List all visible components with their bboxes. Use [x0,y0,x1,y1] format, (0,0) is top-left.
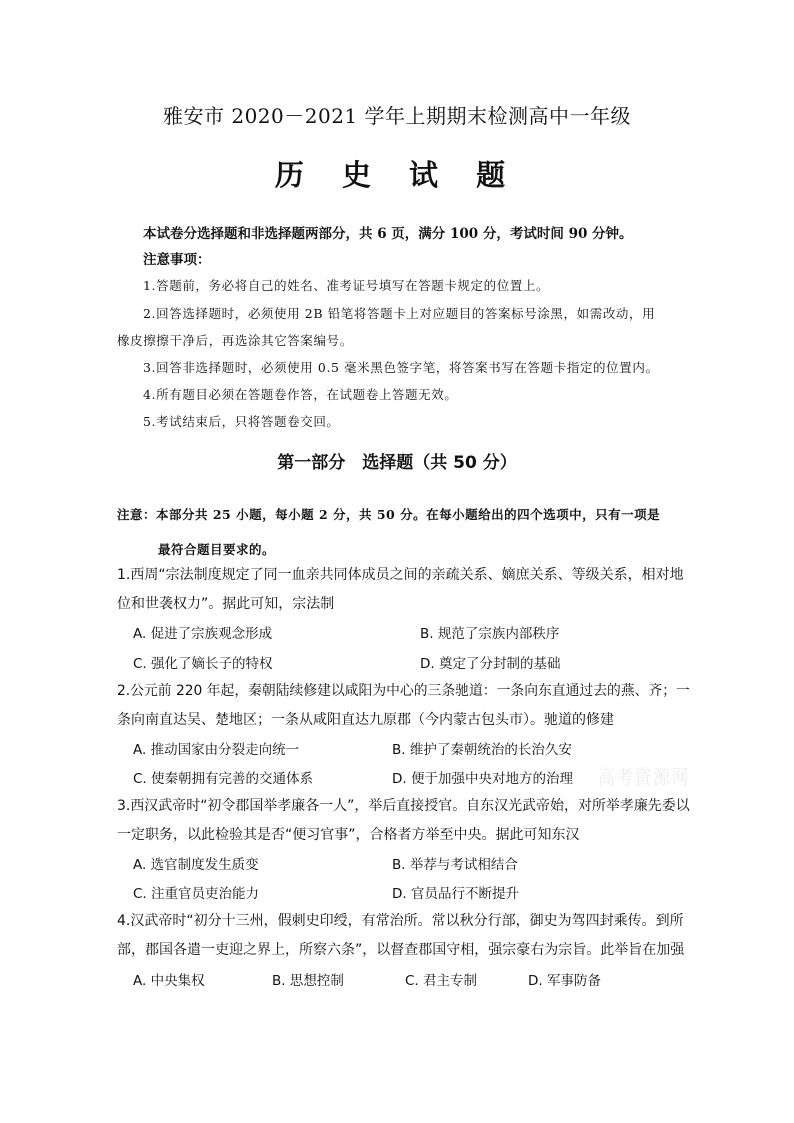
question-4-option-d[interactable]: D. 军事防备 [528,973,601,989]
question-2-option-c[interactable]: C. 使秦朝拥有完善的交通体系 [133,771,314,787]
question-1-stem: 1.西周“宗法制度规定了同一血亲共同体成员之间的亲疏关系、嫡庶关系、等级关系，相对地 [117,567,684,583]
note-item: 4.所有题目必须在答题卷作答，在试题卷上答题无效。 [143,387,458,402]
question-4-option-b[interactable]: B. 思想控制 [272,973,344,989]
notes-heading: 注意事项： [143,252,211,268]
question-3-option-a[interactable]: A. 选官制度发生质变 [133,857,259,873]
exam-subject-title: 历 史 试 题 [274,158,520,192]
question-2-option-a[interactable]: A. 推动国家由分裂走向统一 [133,742,300,758]
question-1-option-a[interactable]: A. 促进了宗族观念形成 [133,626,273,642]
exam-header-title: 雅安市 2020－2021 学年上期期末检测高中一年级 [162,104,631,128]
note-item: 2.回答选择题时，必须使用 2B 铅笔将答题卡上对应题目的答案标号涂黑，如需改动，用 [143,306,656,321]
question-4-stem: 部，郡国各遣一吏迎之界上，所察六条”，以督查郡国守相，强宗豪右为宗旨。此举旨在加强 [117,942,685,958]
question-2-stem: 条向南直达吴、楚地区；一条从咸阳直达九原郡（今内蒙古包头市）。驰道的修建 [117,712,614,728]
question-2-option-d[interactable]: D. 便于加强中央对地方的治理 [392,771,573,787]
note-item: 橡皮擦擦干净后，再选涂其它答案编号。 [117,333,353,348]
question-2-option-b[interactable]: B. 维护了秦朝统治的长治久安 [392,742,572,758]
question-1-option-b[interactable]: B. 规范了宗族内部秩序 [420,626,560,642]
question-1-option-c[interactable]: C. 强化了嫡长子的特权 [133,656,273,672]
note-item: 3.回答非选择题时，必须使用 0.5 毫米黑色签字笔，将答案书写在答题卡指定的位置内。 [143,360,659,375]
section-instruction: 注意：本部分共 25 小题，每小题 2 分，共 50 分。在每小题给出的四个选项中，只有一项是 [117,507,661,522]
question-3-option-d[interactable]: D. 官员品行不断提升 [392,886,519,902]
section-instruction: 最符合题目要求的。 [158,542,276,557]
section-title: 第一部分 选择题（共 50 分） [277,453,517,473]
exam-intro: 本试卷分选择题和非选择题两部分，共 6 页，满分 100 分，考试时间 90 分钟。 [143,226,633,242]
question-3-stem: 一定职务，以此检验其是否“便习官事”，合格者方举至中央。据此可知东汉 [117,827,580,843]
question-3-option-c[interactable]: C. 注重官员吏治能力 [133,886,260,902]
watermark-text: 高考资源网 [598,765,690,789]
question-4-option-a[interactable]: A. 中央集权 [133,973,205,989]
question-4-option-c[interactable]: C. 君主专制 [405,973,478,989]
question-1-option-d[interactable]: D. 奠定了分封制的基础 [420,656,561,672]
question-1-stem: 位和世袭权力”。据此可知，宗法制 [117,596,335,612]
note-item: 5.考试结束后，只将答题卷交回。 [143,414,340,429]
question-3-option-b[interactable]: B. 举荐与考试相结合 [392,857,518,873]
question-4-stem: 4.汉武帝时“初分十三州，假刺史印绶，有常治所。常以秋分行部，御史为驾四封乘传。到所 [117,913,684,929]
question-3-stem: 3.西汉武帝时“初令郡国举孝廉各一人”，举后直接授官。自东汉光武帝始，对所举孝廉先委以 [117,798,690,814]
question-2-stem: 2.公元前 220 年起，秦朝陆续修建以咸阳为中心的三条驰道：一条向东直通过去的燕、齐；一 [117,683,690,699]
note-item: 1.答题前，务必将自己的姓名、准考证号填写在答题卡规定的位置上。 [143,278,550,293]
